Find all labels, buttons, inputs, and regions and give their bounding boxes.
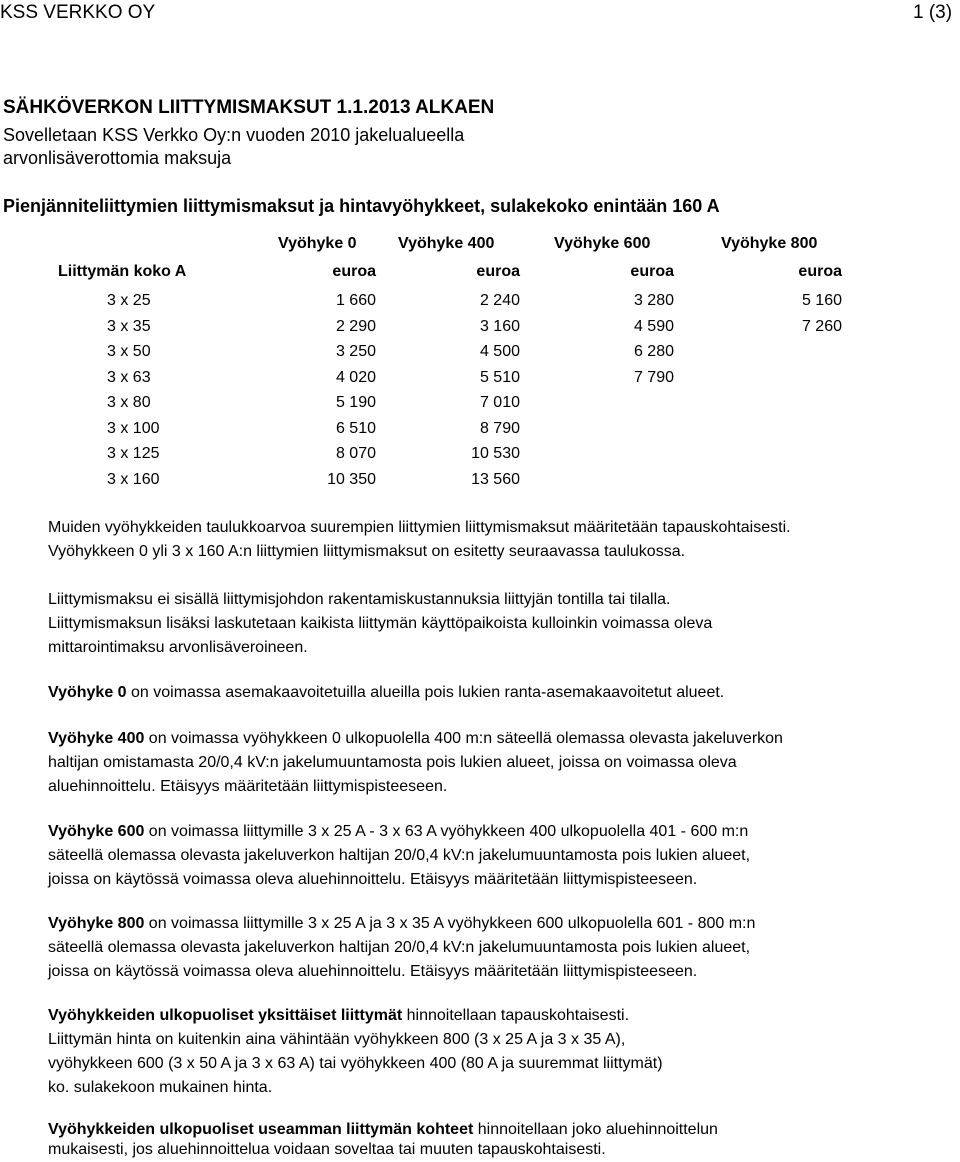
table-cell-z0: 10 350 — [327, 471, 376, 488]
multi-label: Vyöhykkeiden ulkopuoliset useamman liittymän kohteet — [48, 1121, 474, 1138]
table-row-size: 3 x 35 — [107, 318, 151, 335]
unit-header-800: euroa — [798, 263, 842, 280]
zone600-label: Vyöhyke 600 — [48, 823, 145, 840]
note-line: Liittymismaksu ei sisällä liittymisjohdon rakentamiskustannuksia liittyjän tontilla tai tilalla. — [48, 591, 671, 608]
note-line: ko. sulakekoon mukainen hinta. — [48, 1079, 273, 1096]
zone-header-800: Vyöhyke 800 — [721, 235, 818, 252]
table-cell-z600: 7 790 — [633, 369, 674, 386]
zone-header-600: Vyöhyke 600 — [554, 235, 651, 252]
table-cell-z0: 1 660 — [335, 292, 376, 309]
table-cell-z400: 7 010 — [479, 394, 520, 411]
unit-header-600: euroa — [630, 263, 674, 280]
page-title: SÄHKÖVERKON LIITTYMISMAKSUT 1.1.2013 ALKAEN — [3, 97, 495, 118]
table-row-size: 3 x 160 — [107, 471, 160, 488]
outside-label: Vyöhykkeiden ulkopuoliset yksittäiset liittymät — [48, 1007, 403, 1024]
note-line: Vyöhykkeen 0 yli 3 x 160 A:n liittymien liittymismaksut on esitetty seuraavassa taulukossa. — [48, 543, 686, 560]
table-cell-z0: 4 020 — [335, 369, 376, 386]
table-row-size: 3 x 50 — [107, 343, 151, 360]
note-line: säteellä olemassa olevasta jakeluverkon haltijan 20/0,4 kV:n jakelumuuntamosta pois lukien alueet, — [48, 847, 751, 864]
note-line: joissa on käytössä voimassa oleva aluehinnoittelu. Etäisyys määritetään liittymispisteeseen. — [48, 871, 698, 888]
table-cell-z400: 5 510 — [479, 369, 520, 386]
note-line: haltijan omistamasta 20/0,4 kV:n jakelumuuntamosta pois lukien alueet, joissa on voimassa oleva — [48, 754, 737, 771]
table-cell-z600: 3 280 — [633, 292, 674, 309]
table-cell-z800: 5 160 — [801, 292, 842, 309]
table-row-size: 3 x 100 — [107, 420, 160, 437]
unit-header-400: euroa — [476, 263, 520, 280]
table-cell-z0: 5 190 — [335, 394, 376, 411]
company-name: KSS VERKKO OY — [0, 2, 156, 23]
table-cell-z0: 2 290 — [335, 318, 376, 335]
table-cell-z400: 2 240 — [479, 292, 520, 309]
table-cell-z0: 3 250 — [335, 343, 376, 360]
note-line: Liittymismaksun lisäksi laskutetaan kaikista liittymän käyttöpaikoista kulloinkin voimassa oleva — [48, 615, 713, 632]
page-number: 1 (3) — [913, 2, 953, 23]
note-line: vyöhykkeen 600 (3 x 50 A ja 3 x 63 A) tai vyöhykkeen 400 (80 A ja suuremmat liittymät) — [48, 1055, 663, 1072]
zone400-label: Vyöhyke 400 — [48, 730, 145, 747]
note-line: mittarointimaksu arvonlisäveroineen. — [48, 639, 308, 656]
subtitle-line-1: Sovelletaan KSS Verkko Oy:n vuoden 2010 jakelualueella — [3, 125, 465, 145]
zone600-paragraph: Vyöhyke 600 on voimassa liittymille 3 x 25 A - 3 x 63 A vyöhykkeen 400 ulkopuolella 401 - 600 m:n — [48, 823, 749, 840]
note-line: joissa on käytössä voimassa oleva aluehinnoittelu. Etäisyys määritetään liittymispisteeseen. — [48, 963, 698, 980]
table-cell-z0: 8 070 — [335, 445, 376, 462]
size-header: Liittymän koko A — [58, 263, 187, 280]
note-line: Liittymän hinta on kuitenkin aina vähintään vyöhykkeen 800 (3 x 25 A ja 3 x 35 A), — [48, 1031, 626, 1048]
multi-paragraph: Vyöhykkeiden ulkopuoliset useamman liittymän kohteet hinnoitellaan joko aluehinnoittelun — [48, 1121, 718, 1138]
note-line: säteellä olemassa olevasta jakeluverkon haltijan 20/0,4 kV:n jakelumuuntamosta pois lukien alueet, — [48, 939, 751, 956]
table-row-size: 3 x 125 — [107, 445, 160, 462]
note-line: aluehinnoittelu. Etäisyys määritetään liittymispisteeseen. — [48, 778, 448, 795]
table-cell-z400: 3 160 — [479, 318, 520, 335]
table-cell-z600: 4 590 — [633, 318, 674, 335]
table-cell-z800: 7 260 — [801, 318, 842, 335]
table-cell-z400: 10 530 — [471, 445, 520, 462]
table-cell-z400: 4 500 — [479, 343, 520, 360]
outside-paragraph: Vyöhykkeiden ulkopuoliset yksittäiset liittymät hinnoitellaan tapauskohtaisesti. — [48, 1007, 630, 1024]
zone400-paragraph: Vyöhyke 400 on voimassa vyöhykkeen 0 ulkopuolella 400 m:n säteellä olemassa olevasta jakeluverkon — [48, 730, 783, 747]
table-row-size: 3 x 80 — [107, 394, 151, 411]
section-title: Pienjänniteliittymien liittymismaksut ja hintavyöhykkeet, sulakekoko enintään 160 A — [3, 196, 720, 216]
table-cell-z400: 8 790 — [479, 420, 520, 437]
note-line: Muiden vyöhykkeiden taulukkoarvoa suurempien liittymien liittymismaksut määritetään tapauskohtaisesti. — [48, 519, 791, 536]
zone0-label: Vyöhyke 0 — [48, 684, 127, 701]
zone800-paragraph: Vyöhyke 800 on voimassa liittymille 3 x 25 A ja 3 x 35 A vyöhykkeen 600 ulkopuolella 601 - 800 m:n — [48, 915, 756, 932]
table-cell-z400: 13 560 — [471, 471, 520, 488]
zone-header-400: Vyöhyke 400 — [398, 235, 495, 252]
zone0-paragraph: Vyöhyke 0 on voimassa asemakaavoitetuilla alueilla pois lukien ranta-asemakaavoitetut alueet. — [48, 684, 725, 701]
table-cell-z600: 6 280 — [633, 343, 674, 360]
table-cell-z0: 6 510 — [335, 420, 376, 437]
zone800-label: Vyöhyke 800 — [48, 915, 145, 932]
subtitle-line-2: arvonlisäverottomia maksuja — [3, 148, 232, 168]
table-row-size: 3 x 25 — [107, 292, 151, 309]
note-line: mukaisesti, jos aluehinnoittelua voidaan soveltaa tai muuten tapauskohtaisesti. — [48, 1141, 606, 1158]
table-row-size: 3 x 63 — [107, 369, 151, 386]
unit-header-0: euroa — [332, 263, 376, 280]
zone-header-0: Vyöhyke 0 — [278, 235, 357, 252]
